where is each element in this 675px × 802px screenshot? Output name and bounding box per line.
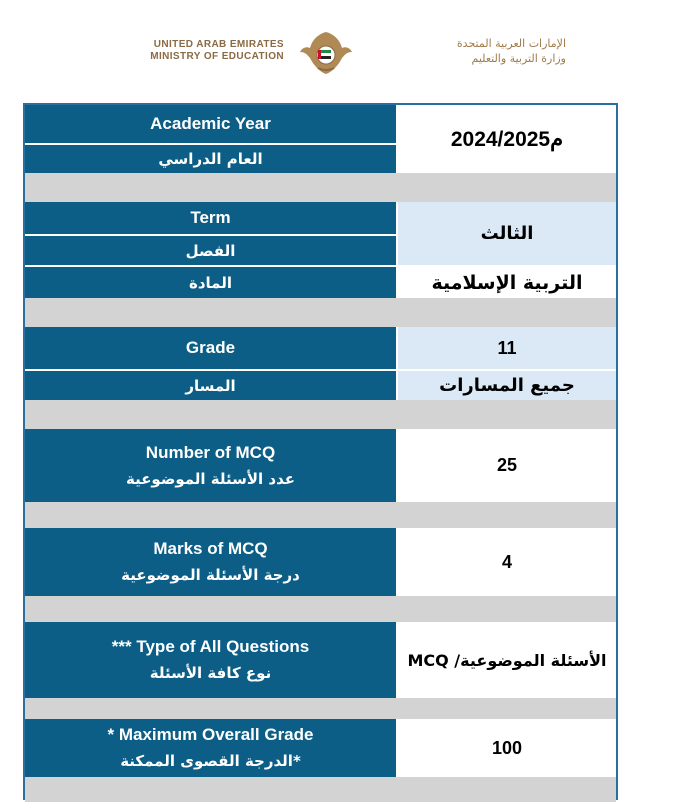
spacer-row <box>25 400 616 429</box>
mcq-count-en-text: Number of MCQ <box>145 442 276 462</box>
mcq-marks-ar-text: درجة الأسئلة الموضوعية <box>121 566 300 584</box>
subject-value-text: التربية الإسلامية <box>431 271 583 294</box>
academic-year-ar-text: العام الدراسي <box>158 150 263 168</box>
subject-label <box>25 267 398 298</box>
term-label-ar <box>25 236 398 265</box>
grade-label <box>25 327 398 369</box>
grade-en-text: Grade <box>185 338 236 357</box>
term-label-en <box>25 202 398 234</box>
uae-emblem-icon <box>296 28 356 78</box>
header-en-line2: MINISTRY OF EDUCATION <box>150 51 284 62</box>
term-en-text: Term <box>190 208 231 227</box>
term-value <box>398 202 616 265</box>
academic-year-value: 2024/2025م <box>398 105 616 173</box>
mcq-count-ar-text: عدد الأسئلة الموضوعية <box>125 469 296 488</box>
spacer-row <box>25 502 616 528</box>
term-ar-text: الفصل <box>185 241 236 260</box>
mcq-count-value: 25 <box>398 429 616 502</box>
grade-value: 11 <box>398 327 616 369</box>
mcq-count-label <box>25 429 398 502</box>
question-type-label <box>25 622 398 698</box>
academic-year-label-ar <box>25 145 398 173</box>
ministry-header <box>0 0 675 95</box>
term-value-text: الثالث <box>480 223 534 244</box>
header-en-line1: UNITED ARAB EMIRATES <box>153 39 284 50</box>
subject-value <box>398 267 616 298</box>
header-ar-line1: الإمارات العربية المتحدة <box>456 37 566 50</box>
header-arabic <box>376 36 566 66</box>
question-type-ar-text: نوع كافة الأسئلة <box>149 664 272 682</box>
academic-year-label-en <box>25 105 398 143</box>
header-ar-line2: وزارة التربية والتعليم <box>471 52 566 65</box>
exam-info-table <box>23 103 618 800</box>
question-type-value-text: الأسئلة الموضوعية/ MCQ <box>407 650 607 670</box>
max-grade-en-text: * Maximum Overall Grade <box>107 725 314 744</box>
mcq-marks-value: 4 <box>398 528 616 596</box>
track-value-text: جميع المسارات <box>439 375 575 396</box>
header-english <box>102 39 284 63</box>
subject-ar-text: المادة <box>188 273 232 292</box>
mcq-marks-label <box>25 528 398 596</box>
spacer-row <box>25 698 616 719</box>
track-value <box>398 371 616 400</box>
spacer-row <box>25 173 616 202</box>
max-grade-label <box>25 719 398 777</box>
academic-year-en-text: Academic Year <box>150 114 271 133</box>
max-grade-value: 100 <box>398 719 616 777</box>
mcq-marks-en-text: Marks of MCQ <box>153 539 268 558</box>
question-type-value <box>398 622 616 698</box>
spacer-row <box>25 298 616 327</box>
track-ar-text: المسار <box>185 376 236 395</box>
question-type-en-text: *** Type of All Questions <box>111 637 310 656</box>
max-grade-ar-text: *الدرجة القصوى الممكنة <box>120 752 301 770</box>
spacer-row <box>25 777 616 802</box>
track-label <box>25 371 398 400</box>
spacer-row <box>25 596 616 622</box>
